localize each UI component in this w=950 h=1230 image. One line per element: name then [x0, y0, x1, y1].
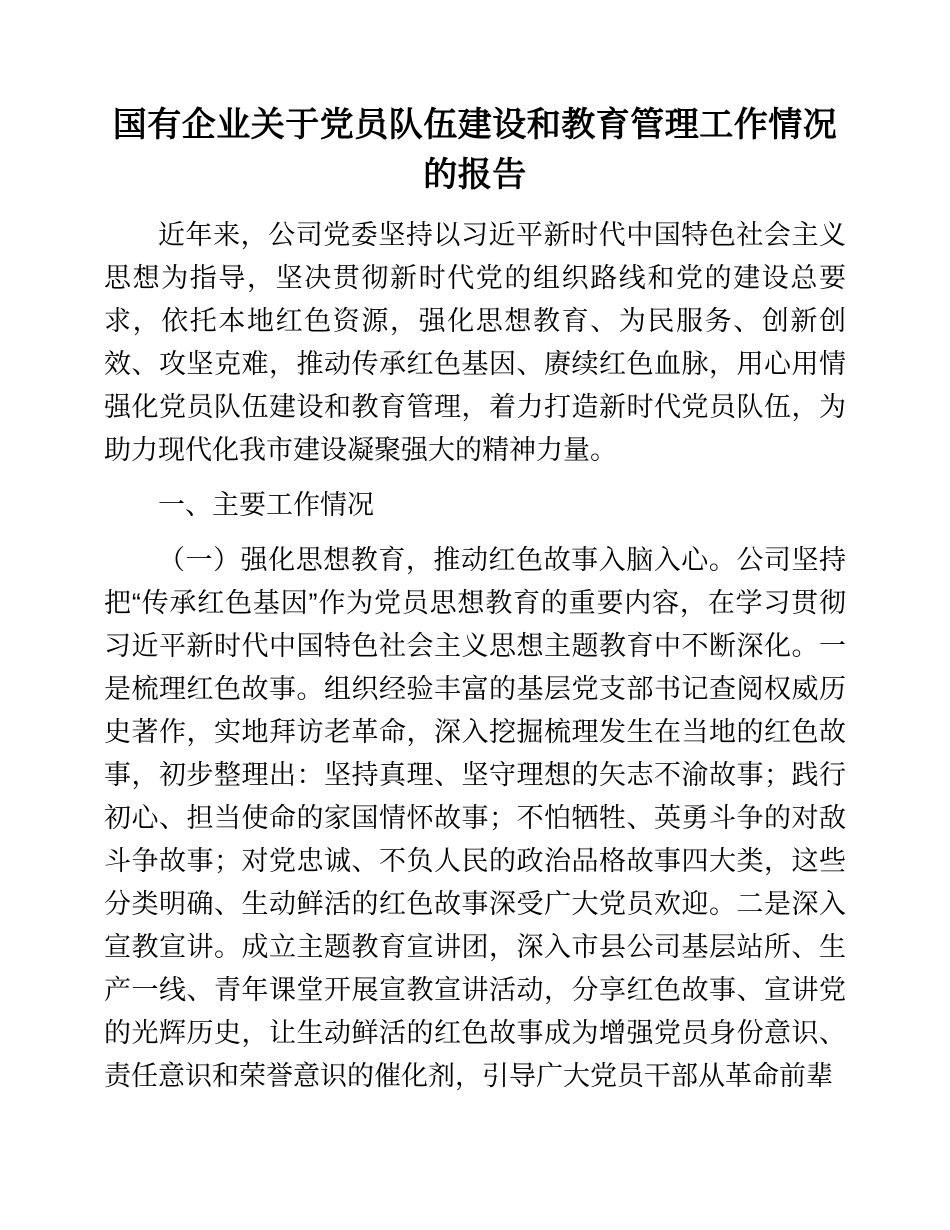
paragraph: 近年来，公司党委坚持以习近平新时代中国特色社会主义思想为指导，坚决贯彻新时代党的组织路线和党的建设总要求，依托本地红色资源，强化思想教育、为民服务、创新创效、攻坚克难，推动传承红色基因、赓续红色血脉，用心用情强化党员队伍建设和教育管理，着力打造新时代党员队伍，为助力现代化我市建设凝聚强大的精神力量。 [104, 220, 846, 465]
document-title: 国有企业关于党员队伍建设和教育管理工作情况的报告 [112, 106, 838, 194]
section-heading: 一、主要工作情况 [158, 490, 374, 520]
document-body [104, 214, 846, 1098]
paragraph: （一）强化思想教育，推动红色故事入脑入心。公司坚持把“传承红色基因”作为党员思想教育的重要内容，在学习贯彻习近平新时代中国特色社会主义思想主题教育中不断深化。一是梳理红色故事。组织经验丰富的基层党支部书记查阅权威历史著作，实地拜访老革命，深入挖掘梳理发生在当地的红色故事，初步整理出：坚持真理、坚守理想的矢志不渝故事；践行初心、担当使命的家国情怀故事；不怕牺牲、英勇斗争的对敌斗争故事；对党忠诚、不负人民的政治品格故事四大类，这些分类明确、生动鲜活的红色故事深受广大党员欢迎。二是深入宣教宣讲。成立主题教育宣讲团，深入市县公司基层站所、生产一线、青年课堂开展宣教宣讲活动，分享红色故事、宣讲党的光辉历史，让生动鲜活的红色故事成为增强党员身份意识、责任意识和荣誉意识的催化剂，引导广大党员干部从革命前辈 [104, 545, 846, 1091]
